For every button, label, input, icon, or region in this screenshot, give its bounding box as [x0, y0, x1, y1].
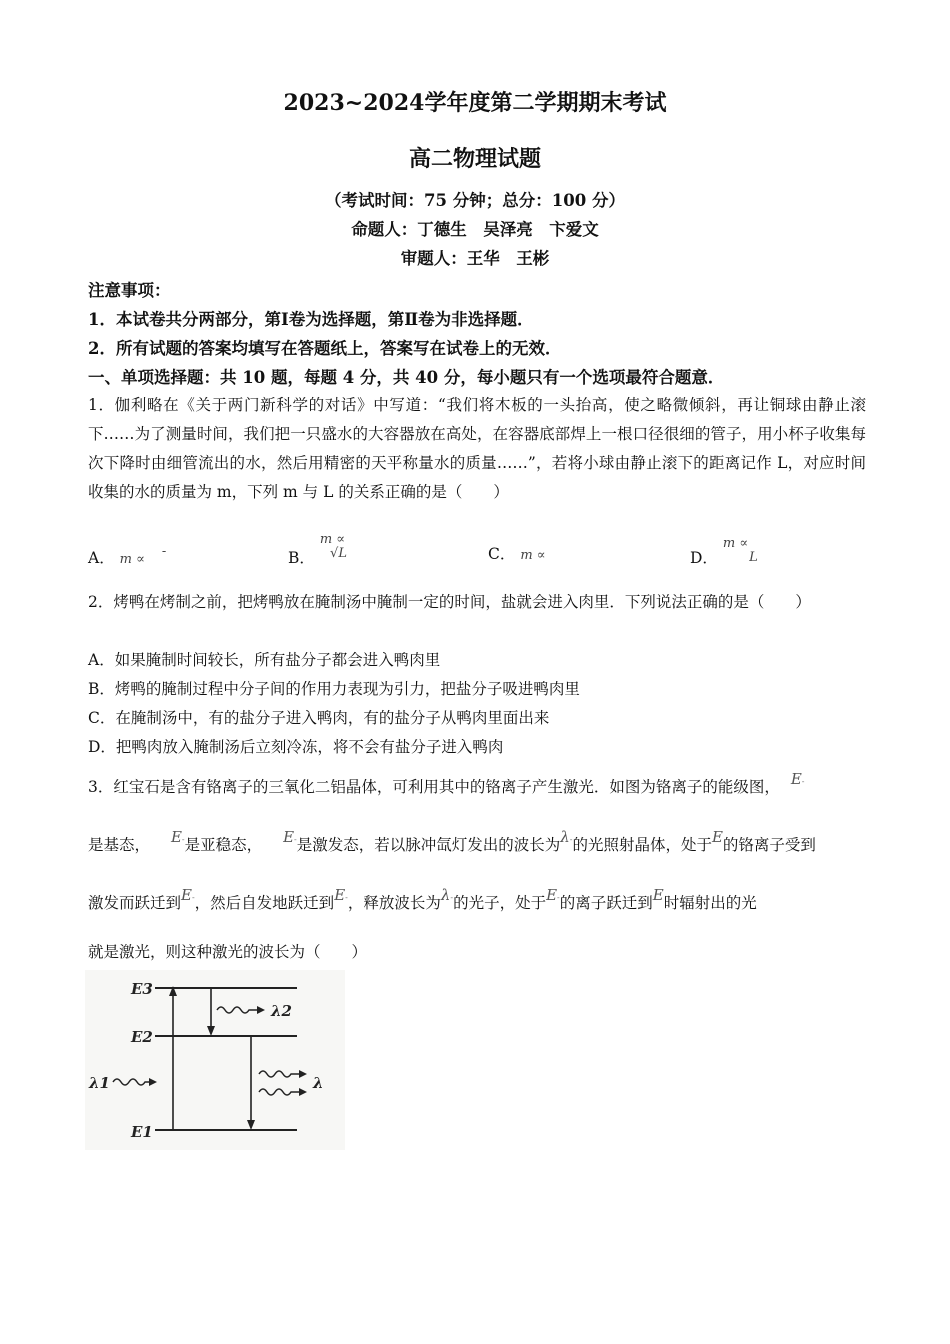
authors: 命题人：丁德生 吴泽亮 卞爱文 — [351, 220, 599, 239]
q3-line-4: 就是激光，则这种激光的波长为（ ） — [88, 943, 368, 961]
formula: m ∝ — [520, 548, 546, 563]
note-item-2: 2．所有试题的答案均填写在答题纸上，答案写在试卷上的无效． — [88, 339, 562, 358]
lambda-symbol: λ- — [440, 886, 454, 904]
energy-symbol: E- — [546, 886, 560, 904]
q1-option-a — [88, 544, 167, 568]
formula: m ∝ — [319, 532, 346, 547]
level-e3-label: E3 — [131, 980, 153, 998]
q1-option-b — [288, 532, 367, 568]
q3-text: 是亚稳态， — [184, 836, 263, 854]
question-3-text — [88, 765, 866, 965]
energy-symbol — [653, 886, 664, 904]
level-e2-label: E2 — [131, 1028, 153, 1046]
symbol-text: E — [652, 886, 664, 904]
lambda2-label: λ2 — [271, 1002, 292, 1020]
level-e1-label: E1 — [131, 1123, 153, 1141]
q3-text: 的光子，处于 — [453, 894, 547, 912]
symbol-text: E — [790, 770, 802, 788]
q3-text: ，释放波长为 — [347, 894, 441, 912]
formula: m ∝ — [722, 536, 749, 551]
q3-text: 的离子跃迁到 — [559, 894, 653, 912]
exam-title: 2023~2024学年度第二学期期末考试 — [283, 90, 667, 116]
notes-heading: 注意事项： — [88, 281, 171, 300]
q3-text: 激发而跃迁到 — [88, 894, 182, 912]
diagram-background — [85, 970, 345, 1150]
lambda-label: λ — [313, 1074, 324, 1092]
symbol-text: E — [181, 886, 192, 904]
symbol-text: λ — [440, 886, 451, 904]
exam-subtitle: 高二物理试题 — [408, 146, 541, 172]
formula-fragment: √L — [330, 546, 347, 561]
symbol-text: E — [546, 886, 558, 904]
formula: m ∝ — [119, 552, 145, 567]
energy-symbol: E- — [170, 828, 185, 846]
energy-level-diagram — [85, 970, 345, 1150]
formula-fragment: - — [161, 544, 167, 559]
q3-line-2 — [88, 828, 816, 855]
q3-line-1 — [88, 770, 805, 797]
note-item-1: 1．本试卷共分两部分，第Ⅰ卷为选择题，第Ⅱ卷为非选择题． — [88, 310, 534, 329]
q2-option-a: A．如果腌制时间较长，所有盐分子都会进入鸭肉里 — [88, 651, 441, 669]
energy-symbol — [712, 828, 723, 846]
symbol-text: E — [170, 828, 182, 846]
exam-info: （考试时间：75 分钟；总分：100 分） — [325, 191, 625, 210]
q3-text: 的光照射晶体，处于 — [572, 836, 712, 854]
energy-symbol: E- — [790, 770, 805, 788]
option-label: C． — [488, 545, 516, 563]
symbol-text: λ — [560, 828, 570, 846]
q3-text: 3．红宝石是含有铬离子的三氧化二铝晶体，可利用其中的铬离子产生激光．如图为铬离子的能级图， — [88, 778, 780, 796]
q1-option-c — [488, 542, 546, 564]
option-label: A． — [88, 549, 115, 567]
q1-option-d — [690, 536, 762, 568]
formula-fragment: L — [749, 550, 758, 565]
question-1-text: 1．伽利略在《关于两门新科学的对话》中写道：“我们将木板的一头抬高，使之略微倾斜，再让铜球由静止滚下……为了测量时间，我们把一只盛水的大容器放在高处，在容器底部焊上一根口径很细的管子，用小杯子收集每次下降时由细管流出的水，然后用精密的天平称量水的质量……”，若将小球由静止滚下的距离记作 L，对应时间收集的水的质量为 m，下列 m 与 L 的关系正确的是（ ） — [88, 396, 866, 501]
q2-option-b: B．烤鸭的腌制过程中分子间的作用力表现为引力，把盐分子吸进鸭肉里 — [88, 680, 580, 698]
question-2-text: 2．烤鸭在烤制之前，把烤鸭放在腌制汤中腌制一定的时间，盐就会进入肉里．下列说法正确的是（ ） — [88, 593, 811, 611]
option-label: D． — [690, 549, 718, 567]
q3-text: 时辐射出的光 — [663, 894, 757, 912]
energy-symbol: E- — [283, 828, 297, 846]
reviewers: 审题人：王华 王彬 — [400, 249, 550, 268]
q3-text: ，然后自发地跃迁到 — [194, 894, 335, 912]
q3-line-3 — [88, 886, 757, 913]
q3-text: 是激发态，若以脉冲氙灯发出的波长为 — [296, 836, 561, 854]
q3-text: 的铬离子受到 — [722, 836, 816, 854]
lambda-symbol: λ- — [560, 828, 573, 846]
energy-symbol: E- — [334, 886, 348, 904]
section-heading: 一、单项选择题：共 10 题，每题 4 分，共 40 分，每小题只有一个选项最符合题意． — [88, 368, 725, 387]
lambda1-label: λ1 — [89, 1074, 110, 1092]
q2-option-d: D．把鸭肉放入腌制汤后立刻冷冻，将不会有盐分子进入鸭肉 — [88, 738, 504, 756]
q3-text: 是基态， — [88, 836, 151, 854]
symbol-text: E — [334, 886, 346, 904]
q2-option-c: C．在腌制汤中，有的盐分子进入鸭肉，有的盐分子从鸭肉里面出来 — [88, 709, 550, 727]
energy-symbol: E- — [181, 886, 195, 904]
option-label: B． — [288, 549, 315, 567]
symbol-text: E — [283, 828, 295, 846]
symbol-text: E — [711, 828, 723, 846]
